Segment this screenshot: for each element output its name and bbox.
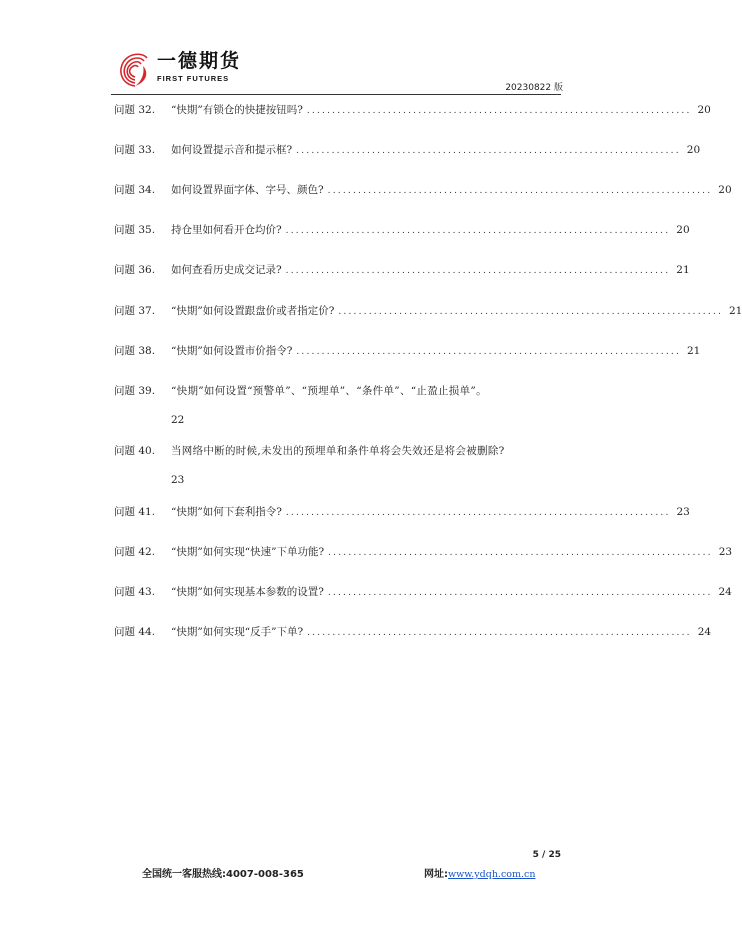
toc-entry-page: 23 <box>171 474 185 486</box>
toc-entry-number: 问题 32. <box>114 104 156 116</box>
toc-entry-title: “快期”如何下套利指令? <box>171 506 282 518</box>
toc-entry-number: 问题 39. <box>114 385 156 397</box>
toc-leader-dots: ............................................................................ <box>327 588 713 598</box>
toc-entry[interactable] <box>114 182 732 198</box>
toc-entry-page: 20 <box>686 144 701 156</box>
toc-entry[interactable] <box>114 383 562 428</box>
logo-english-name: FIRST FUTURES <box>157 74 230 83</box>
toc-entry-page: 21 <box>687 345 701 357</box>
toc-leader-dots: ............................................................................ <box>328 548 713 558</box>
toc-entry-number: 问题 43. <box>114 586 156 598</box>
toc-leader-dots: ............................................................................ <box>285 266 671 276</box>
toc-entry-title: “快期”如何设置“预警单”、“预埋单”、“条件单”、“止盈止损单”。 <box>171 385 487 397</box>
toc-entry-title: “快期”如何实现基本参数的设置? <box>171 586 324 598</box>
toc-entry-page: 21 <box>729 305 742 317</box>
toc-entry-title: 持仓里如何看开仓均价? <box>171 224 282 236</box>
toc-entry[interactable] <box>114 443 562 488</box>
website-link[interactable]: www.ydqh.com.cn <box>448 869 536 880</box>
toc-entry-title: 如何设置提示音和提示框? <box>171 144 293 156</box>
toc-entry-page: 22 <box>171 414 185 426</box>
toc-leader-dots: ............................................................................ <box>296 146 681 156</box>
toc-entry-page: 21 <box>676 264 690 276</box>
toc-entry-number: 问题 38. <box>114 345 156 357</box>
toc-entry-page: 20 <box>676 224 690 236</box>
logo-chinese-name: 一德期货 <box>157 50 242 72</box>
toc-entry[interactable] <box>114 222 690 238</box>
toc-entry-title: “快期”如何设置市价指令? <box>171 345 293 357</box>
toc-entry-number: 问题 35. <box>114 224 156 236</box>
toc-leader-dots: ............................................................................ <box>285 226 671 236</box>
toc-leader-dots: ............................................................................ <box>285 508 671 518</box>
toc-entry-number: 问题 36. <box>114 264 156 276</box>
toc-entry-number: 问题 42. <box>114 546 156 558</box>
toc-entry[interactable] <box>114 544 733 560</box>
toc-entry-number: 问题 33. <box>114 144 156 156</box>
toc-entry-number: 问题 41. <box>114 506 156 518</box>
toc-leader-dots: ............................................................................ <box>338 307 723 317</box>
toc-entry-title: “快期”如何实现“反手”下单? <box>171 626 304 638</box>
document-version: 20230822 版 <box>505 83 563 93</box>
website-label: 网址: <box>424 869 448 880</box>
toc-entry-page: 24 <box>718 586 732 598</box>
toc-leader-dots: ............................................................................ <box>327 186 713 196</box>
toc-entry[interactable] <box>114 504 690 520</box>
header-divider <box>111 94 561 95</box>
page-number: 5 / 25 <box>532 850 561 860</box>
toc-entry-page: 23 <box>718 546 733 558</box>
toc-entry-number: 问题 37. <box>114 305 156 317</box>
toc-entry-title: 当网络中断的时候,未发出的预埋单和条件单将会失效还是将会被删除? <box>171 445 505 457</box>
toc-entry-page: 20 <box>697 104 711 116</box>
company-logo-text <box>157 50 241 83</box>
toc-entry[interactable] <box>114 343 701 359</box>
toc-entry[interactable] <box>114 262 690 278</box>
toc-entry-title: “快期”如何设置跟盘价或者指定价? <box>171 305 335 317</box>
toc-entry[interactable] <box>114 303 742 319</box>
toc-entry[interactable] <box>114 102 711 118</box>
hotline-label: 全国统一客服热线: <box>142 869 226 880</box>
toc-entry[interactable] <box>114 584 732 600</box>
toc-entry-title: “快期”如何实现“快速”下单功能? <box>171 546 325 558</box>
toc-entry-title: 如何查看历史成交记录? <box>171 264 282 276</box>
toc-entry-number: 问题 34. <box>114 184 156 196</box>
toc-entry-title: 如何设置界面字体、字号、颜色? <box>171 184 324 196</box>
toc-entry[interactable] <box>114 142 701 158</box>
website <box>424 865 535 880</box>
toc-entry-number: 问题 40. <box>114 445 156 457</box>
page-header <box>0 0 662 100</box>
toc-entry-page: 24 <box>697 626 712 638</box>
toc-entry-title: “快期”有锁仓的快捷按钮吗? <box>171 104 303 116</box>
toc-leader-dots: ............................................................................ <box>296 347 681 357</box>
toc-entry-page: 23 <box>676 506 690 518</box>
toc-entry-number: 问题 44. <box>114 626 156 638</box>
toc-entry-page: 20 <box>718 184 732 196</box>
toc-leader-dots: ............................................................................ <box>306 106 692 116</box>
hotline-number: 4007-008-365 <box>226 869 304 880</box>
company-logo-icon <box>115 50 155 88</box>
toc-entry[interactable] <box>114 624 712 640</box>
toc-leader-dots: ............................................................................ <box>307 628 692 638</box>
hotline <box>142 865 304 880</box>
